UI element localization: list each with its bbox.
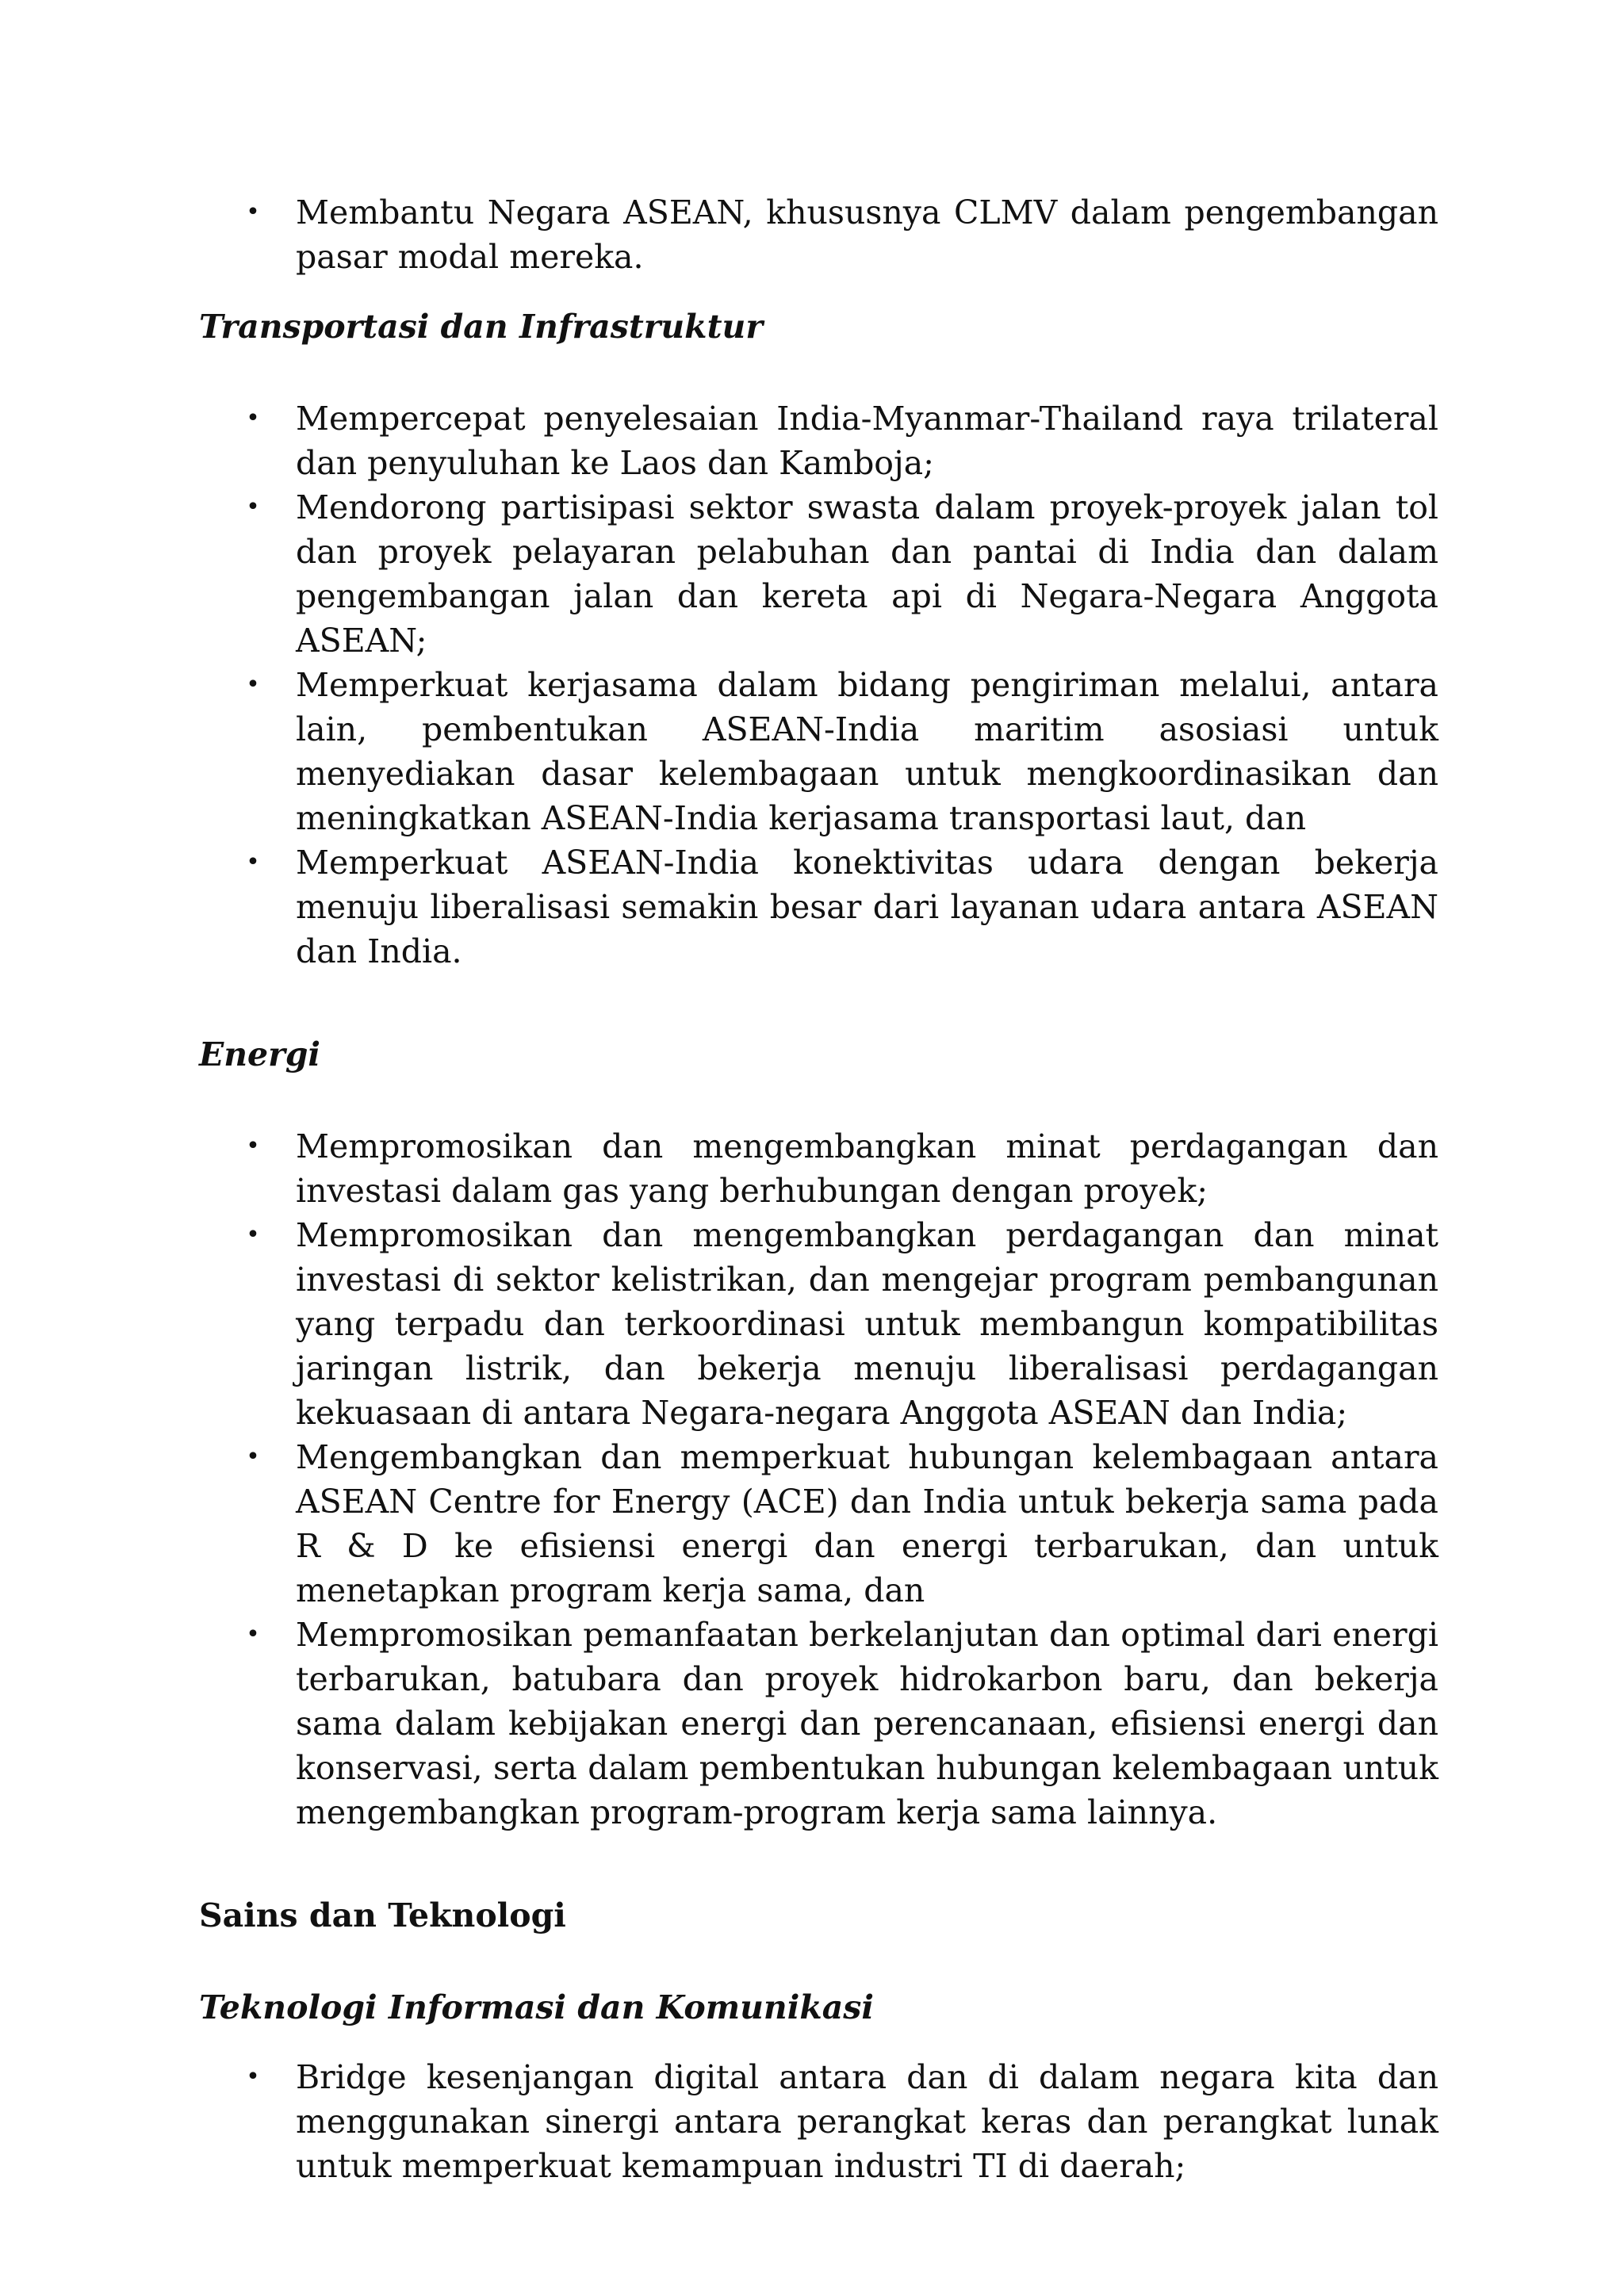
list-item-text: Bridge kesenjangan digital antara dan di dalam negara kita dan menggunakan sinergi antara perangkat keras dan perangkat lunak untuk memperkuat kemampuan industri TI di daerah; xyxy=(296,2058,1438,2185)
list-item-text: Membantu Negara ASEAN, khususnya CLMV dalam pengembangan pasar modal mereka. xyxy=(296,193,1438,276)
section-title-tik: Teknologi Informasi dan Komunikasi xyxy=(199,1988,874,2026)
intro-bullet-list xyxy=(199,190,1438,279)
list-item xyxy=(199,1435,1438,1613)
energi-bullet-list xyxy=(199,1124,1438,1835)
transportasi-bullet-list xyxy=(199,396,1438,974)
section-title-energi: Energi xyxy=(199,1035,320,1073)
list-item-text: Memperkuat ASEAN-India konektivitas udara dengan bekerja menuju liberalisasi semakin besar dari layanan udara antara ASEAN dan India. xyxy=(296,844,1438,970)
list-item xyxy=(199,485,1438,663)
list-item-text: Mempromosikan dan mengembangkan minat perdagangan dan investasi dalam gas yang berhubungan dengan proyek; xyxy=(296,1127,1438,1210)
list-item-text: Mempercepat penyelesaian India-Myanmar-Thailand raya trilateral dan penyuluhan ke Laos dan Kamboja; xyxy=(296,400,1438,482)
bullet-icon: • xyxy=(246,848,260,876)
bullet-icon: • xyxy=(246,2063,260,2091)
list-item xyxy=(199,1124,1438,1213)
bullet-icon: • xyxy=(246,1132,260,1160)
list-item xyxy=(199,2055,1438,2188)
bullet-icon: • xyxy=(246,493,260,521)
list-item-text: Mempromosikan pemanfaatan berkelanjutan dan optimal dari energi terbarukan, batubara dan proyek hidrokarbon baru, dan bekerja sama dalam kebijakan energi dan perencanaan, efisiensi energi dan konservasi, serta dalam pembentukan hubungan kelembagaan untuk mengembangkan program-program kerja sama lainnya. xyxy=(296,1616,1438,1831)
heading-sains-teknologi: Sains dan Teknologi xyxy=(199,1896,566,1934)
bullet-icon: • xyxy=(246,1443,260,1471)
list-item xyxy=(199,663,1438,840)
list-item xyxy=(199,190,1438,279)
list-item xyxy=(199,1213,1438,1435)
bullet-icon: • xyxy=(246,404,260,432)
list-item xyxy=(199,1613,1438,1835)
bullet-icon: • xyxy=(246,671,260,698)
document-body xyxy=(199,190,1438,2188)
tik-bullet-list xyxy=(199,2055,1438,2188)
list-item xyxy=(199,396,1438,485)
list-item-text: Memperkuat kerjasama dalam bidang pengiriman melalui, antara lain, pembentukan ASEAN-India maritim asosiasi untuk menyediakan dasar kelembagaan untuk mengkoordinasikan dan meningkatkan ASEAN-India kerjasama transportasi laut, dan xyxy=(296,666,1438,837)
list-item-text: Mempromosikan dan mengembangkan perdagangan dan minat investasi di sektor kelistrikan, dan mengejar program pembangunan yang terpadu dan terkoordinasi untuk membangun kompatibilitas jaringan listrik, dan bekerja menuju liberalisasi perdagangan kekuasaan di antara Negara-negara Anggota ASEAN dan India; xyxy=(296,1216,1438,1432)
bullet-icon: • xyxy=(246,1621,260,1648)
list-item-text: Mengembangkan dan memperkuat hubungan kelembagaan antara ASEAN Centre for Energy (ACE) dan India untuk bekerja sama pada R & D ke efisiensi energi dan energi terbarukan, dan untuk menetapkan program kerja sama, dan xyxy=(296,1438,1438,1609)
list-item xyxy=(199,840,1438,974)
section-title-transportasi: Transportasi dan Infrastruktur xyxy=(199,308,763,346)
bullet-icon: • xyxy=(246,198,260,226)
bullet-icon: • xyxy=(246,1221,260,1249)
list-item-text: Mendorong partisipasi sektor swasta dalam proyek-proyek jalan tol dan proyek pelayaran pelabuhan dan pantai di India dan dalam pengembangan jalan dan kereta api di Negara-Negara Anggota ASEAN; xyxy=(296,488,1438,660)
